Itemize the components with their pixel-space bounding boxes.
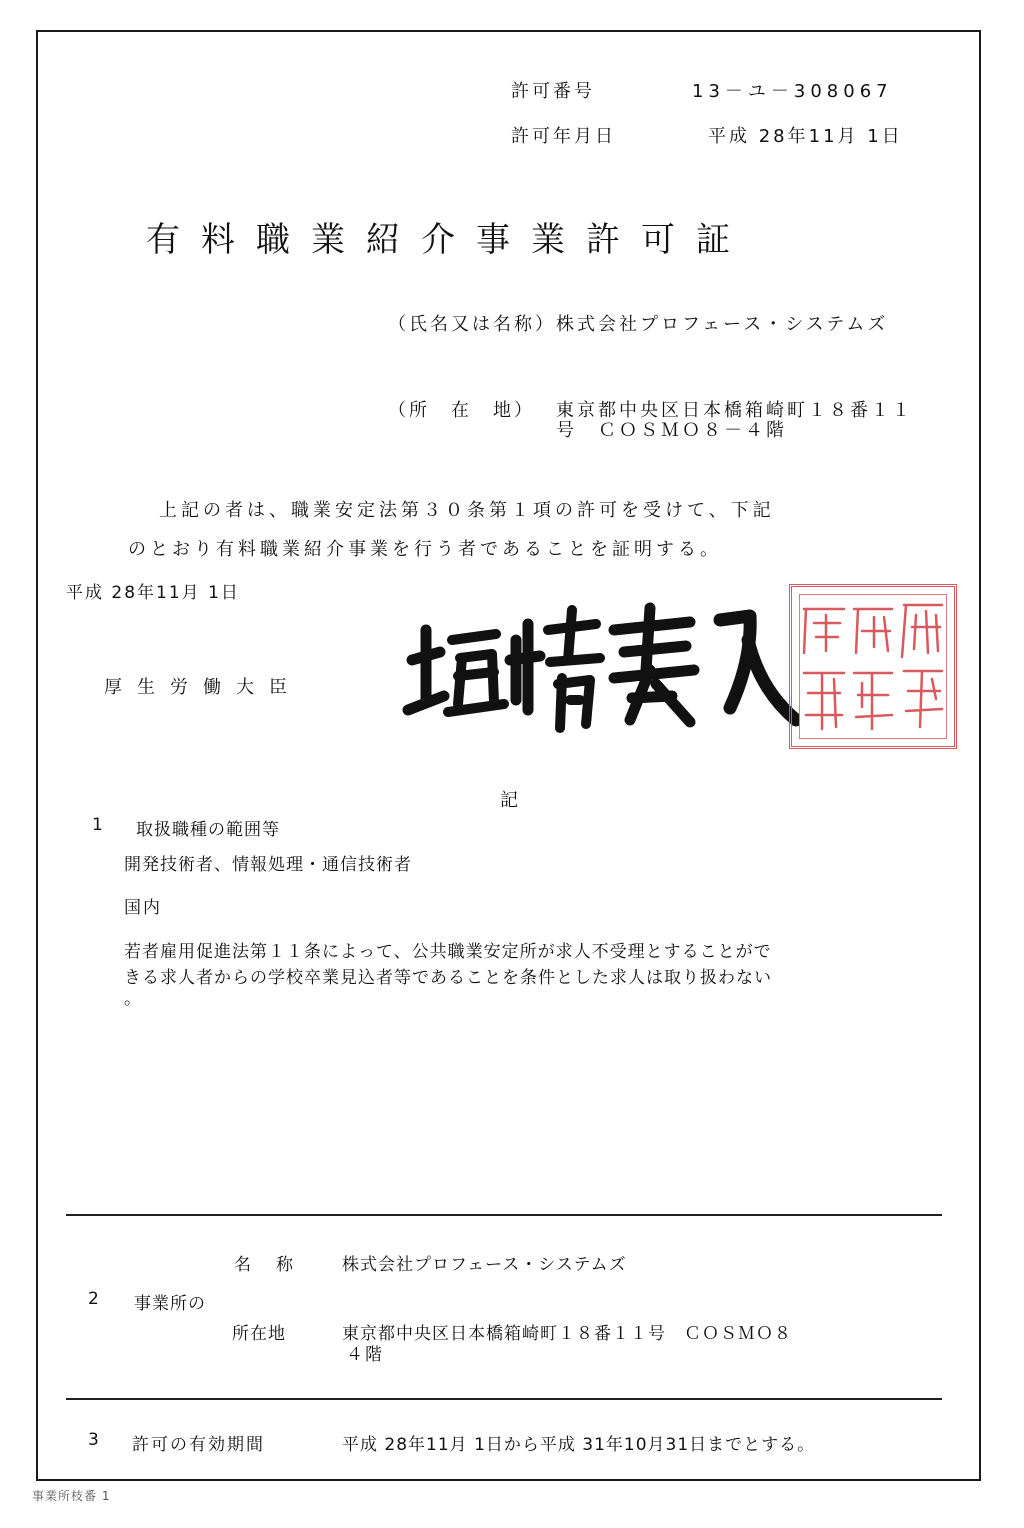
ki-marker: 記 [500,790,521,811]
section1-number: 1 [92,815,105,835]
section1-condition-line2: きる求人者からの学校卒業見込者等であることを条件とした求人は取り扱わない [124,968,772,988]
minister-signature [400,600,800,750]
holder-address-label: （所 在 地） [388,400,535,421]
section2-address-label: 所在地 [232,1324,286,1344]
issue-date: 平成 28年11月 1日 [66,583,240,603]
section2-name-label: 名 称 [234,1255,297,1275]
section1-condition-line3: 。 [124,989,143,1009]
section3-heading: 許可の有効期間 [132,1435,265,1455]
section2-heading: 事業所の [134,1294,206,1314]
permit-number-value: 13－ユ－308067 [692,81,893,102]
certification-line2: のとおり有料職業紹介事業を行う者であることを証明する。 [128,539,722,560]
divider-bottom [66,1398,942,1400]
holder-name-label: （氏名又は名称） [388,314,556,335]
section1-heading: 取扱職種の範囲等 [136,820,280,840]
holder-address-line2: 号 ＣＯＳＭＯ８－４階 [556,420,787,441]
section3-value: 平成 28年11月 1日から平成 31年10月31日までとする。 [342,1435,816,1455]
certificate-title: 有料職業紹介事業許可証 [146,220,751,260]
section2-address-line2: ４階 [346,1345,384,1365]
permit-date-value: 平成 28年11月 1日 [708,126,903,147]
holder-address-line1: 東京都中央区日本橋箱崎町１８番１１ [556,400,913,421]
holder-name-value: 株式会社プロフェース・システムズ [556,314,889,335]
divider-top [66,1214,942,1216]
footer-branch-number: 事業所枝番 1 [32,1489,111,1503]
section1-area: 国内 [124,898,162,918]
permit-date-label: 許可年月日 [511,126,616,147]
section1-occupations: 開発技術者、情報処理・通信技術者 [124,855,412,875]
permit-number-label: 許可番号 [511,81,595,102]
section3-number: 3 [88,1430,101,1450]
certification-line1: 上記の者は、職業安定法第３０条第１項の許可を受けて、下記 [159,500,775,521]
section2-number: 2 [88,1289,101,1309]
section1-condition-line1: 若者雇用促進法第１１条によって、公共職業安定所が求人不受理とすることがで [124,942,772,962]
minister-title: 厚生労働大臣 [104,677,302,698]
section2-address-line1: 東京都中央区日本橋箱崎町１８番１１号 ＣＯＳＭＯ８ [342,1324,792,1344]
official-seal [789,584,957,749]
section2-name-value: 株式会社プロフェース・システムズ [342,1255,627,1275]
